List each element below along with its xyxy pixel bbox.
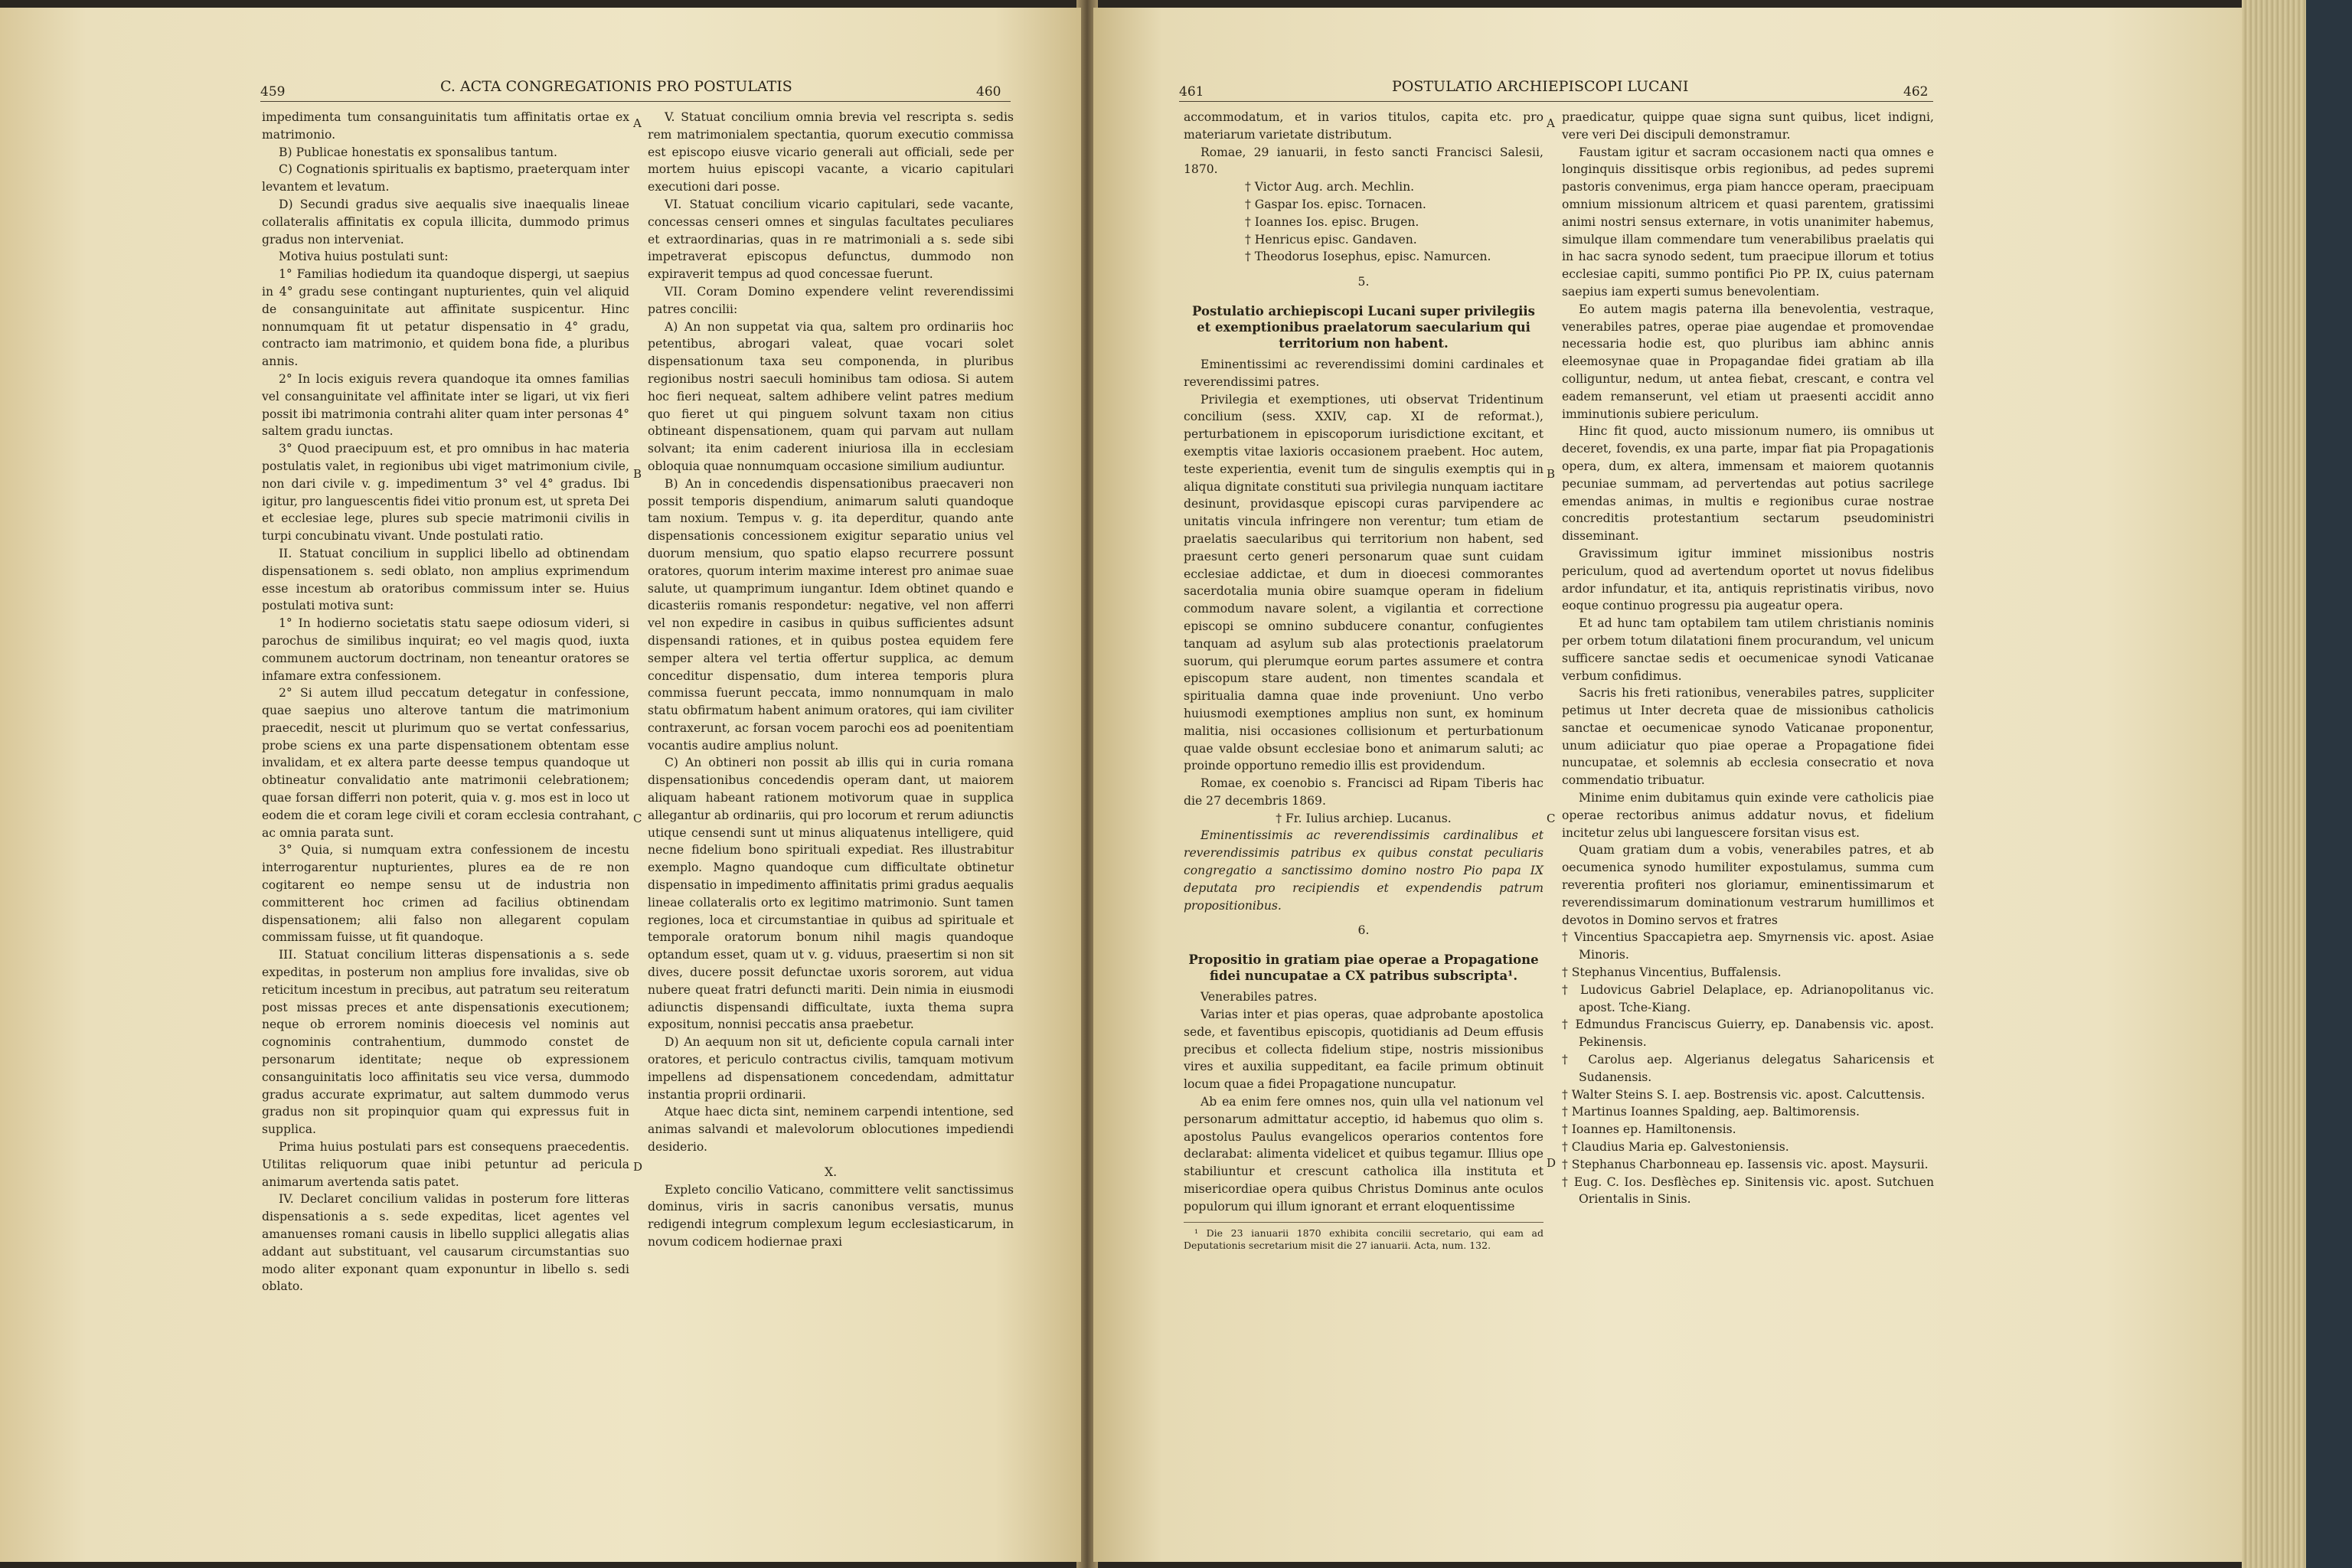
paragraph: Romae, ex coenobio s. Francisci ad Ripam Tiberis hac die 27 decembris 1869. — [1184, 776, 1544, 808]
paragraph: Privilegia et exemptiones, uti observat Tridentinum concilium (sess. XXIV, cap. XI de reformat.), perturbationem in episcoporum iurisdictione excitant, et exemptis vitae laxioris occasionem praebent. Hoc autem, teste experientia, evenit tum de singulis exemptis qui in aliqua dignitate constituti sua privilegia nunquam iactitare desinunt, providasque episcopi curas parvipendere ac unitatis vincula infringere non verentur; tum etiam de praelatis saecularibus qui territorium non habent, sed praesunt certo generi personarum quae sunt cuidam ecclesiae addictae, et dum in dioecesi commorantes sacerdotalia munia obire suamque operam in fidelium commodum navare solent, a vigilantia et correctione episcopi se omnino subducere conantur, confugientes tanquam ad asylum sub alas protectionis praelatorum suorum, qui plerumque eorum partes assumere et contra episcopum stare audent, non timentes scandala et spiritualia damna quae inde proveniunt. Uno verbo huiusmodi exemptiones amplius non sunt, ex hominum malitia, nisi occasiones collisionum et perturbationum quae valde obsunt ecclesiae bono et animarum saluti; ac proinde opportuno remedio illis est providendum. — [1184, 392, 1544, 773]
paragraph: Atque haec dicta sint, neminem carpendi intentione, sed animas salvandi et malevolorum oblocutiones impediendi desiderio. — [648, 1105, 1014, 1155]
paragraph: B) Publicae honestatis ex sponsalibus tantum. — [279, 145, 558, 159]
paragraph: Et ad hunc tam optabilem tam utilem christianis nominis per orbem totum dilatationi finem procurandum, vel unicum sufficere sanctae sedis et oecumenicae synodi Vaticanae verbum confidimus. — [1562, 616, 1934, 683]
text-column-left — [262, 109, 629, 1295]
paragraph: Venerabiles patres. — [1200, 990, 1318, 1004]
header-rule — [260, 101, 1011, 102]
running-title: POSTULATIO ARCHIEPISCOPI LUCANI — [1392, 78, 1689, 95]
section-number: X. — [824, 1165, 838, 1179]
signer: † Ioannes Ios. episc. Brugen. — [1245, 214, 1419, 229]
text-column-right — [648, 109, 1014, 1251]
signer: † Walter Steins S. I. aep. Bostrensis vic. apost. Calcuttensis. — [1562, 1087, 1926, 1102]
section-title: Propositio in gratiam piae operae a Propagatione fidei nuncupatae a CX patribus subscripta¹. — [1188, 952, 1539, 984]
paragraph: 1° Familias hodiedum ita quandoque dispergi, ut saepius in 4° gradu sese contingant nupturientes, quin vel aliquid de consanguinitate aut affinitate suspicentur. Hinc nonnumquam fit ut petatur dispensatio in 4° gradu, contracto iam matrimonio, et quidem bona fide, a pluribus annis. — [262, 267, 629, 369]
paragraph: Gravissimum igitur imminet missionibus nostris periculum, quod ad avertendum oportet ut novus fidelibus ardor infundatur, et ita, antiquis repristinatis viribus, novo eoque continuo progressu pia augeatur opera. — [1562, 546, 1934, 613]
paragraph: 3° Quia, si numquam extra confessionem de incestu interrogarentur nupturientes, plures ea de re non cogitarent eo nempe sensu ut de industria non committerent hoc crimen ad facilius obtinendam dispensationem; alii falso non allegarent copulam commissam fuisse, ut fit quandoque. — [262, 843, 629, 945]
paragraph: 2° Si autem illud peccatum detegatur in confessione, quae saepius uno alterove tantum die matrimonium praecedit, nescit ut plurimum quo se vertat confessarius, probe sciens ex una parte dispensationem obtentam esse invalidam, et ex altera parte deesse tempus quandoque ut obtineatur convalidatio ante matrimonii celebrationem; quae forsan differri non poterit, quia v. g. mos est in loco ut eodem die et coram lege civili et coram ecclesia contrahant, ac omnia parata sunt. — [262, 686, 629, 840]
section-number: 5. — [1357, 275, 1370, 289]
margin-letter: D — [633, 1160, 643, 1174]
background-strip — [2306, 0, 2352, 1568]
paragraph: 3° Quod praecipuum est, et pro omnibus in hac materia postulatis valet, in regionibus ubi viget matrimonium civile, non dari civile v. g. impedimentum 3° vel 4° gradus. Ibi igitur, pro languescentis fidei vitio pronum est, ut spreta Dei et ecclesiae lege, plures sub specie matrimonii civilis in turpi concubinatu vivant. Unde postulati ratio. — [262, 442, 629, 544]
signature: † Fr. Iulius archiep. Lucanus. — [1276, 811, 1452, 825]
paragraph: Romae, 29 ianuarii, in festo sancti Francisci Salesii, 1870. — [1184, 145, 1544, 177]
footnote: ¹ Die 23 ianuarii 1870 exhibita concilii secretario, qui eam ad Deputationis secretarium misit die 27 ianuarii. Acta, num. 132. — [1184, 1222, 1544, 1252]
page-number: 460 — [976, 84, 1001, 100]
section-number: 6. — [1357, 923, 1370, 938]
paragraph: impedimenta tum consanguinitatis tum affinitatis ortae ex matrimonio. — [262, 110, 629, 142]
paragraph: VI. Statuat concilium vicario capitulari, sede vacante, concessas censeri omnes et singulas facultates peculiares et extraordinarias, quas in re matrimoniali a s. sede sibi impetraverat episcopus defunctus, dummodo non expiraverit tempus ad quod concessae fuerunt. — [648, 197, 1014, 282]
signer: † Ioannes ep. Hamiltonensis. — [1562, 1122, 1736, 1137]
section-title: Postulatio archiepiscopi Lucani super privilegiis et exemptionibus praelatorum saecularium qui territorium non habent. — [1192, 303, 1535, 351]
text-column-left — [1184, 109, 1544, 1252]
paragraph: C) Cognationis spiritualis ex baptismo, praeterquam inter levantem et levatum. — [262, 162, 629, 194]
paragraph: Minime enim dubitamus quin exinde vere catholicis piae operae rectoribus animus addatur novus, et fidelium incitetur zelus ubi languescere forsitan visus est. — [1562, 791, 1934, 840]
margin-letter: A — [1547, 116, 1555, 130]
paragraph: Motiva huius postulati sunt: — [279, 250, 449, 264]
paragraph: Sacris his freti rationibus, venerabiles patres, suppliciter petimus ut Inter decreta quae de missionibus catholicis sanctae et oecumenicae synodo Vaticanae proponentur, unum adiiciatur quo piae operae a Propagatione fidei nuncupatae, et solemnis ab ecclesia consecratio et nova commendatio tribuatur. — [1562, 686, 1934, 788]
paragraph: Quam gratiam dum a vobis, venerabiles patres, et ab oecumenica synodo humiliter expostulamus, summa cum reverentia profiteri nos gloriamur, eminentissimarum et reverendissimarum dominationum vestrarum humillimos et devotos in Domino servos et fratres — [1562, 843, 1934, 927]
signer: † Stephanus Vincentius, Buffalensis. — [1562, 965, 1782, 980]
signer: † Stephanus Charbonneau ep. Iassensis vic. apost. Maysurii. — [1562, 1157, 1929, 1171]
signer: † Carolus aep. Algerianus delegatus Saharicensis et Sudanensis. — [1562, 1053, 1934, 1084]
signer: † Ludovicus Gabriel Delaplace, ep. Adrianopolitanus vic. apost. Tche-Kiang. — [1562, 982, 1934, 1014]
right-page — [1093, 8, 2242, 1562]
text-column-right — [1562, 109, 1934, 1208]
signer: † Claudius Maria ep. Galvestoniensis. — [1562, 1140, 1789, 1155]
paragraph: Eminentissimi ac reverendissimi domini cardinales et reverendissimi patres. — [1184, 357, 1544, 389]
margin-letter: A — [633, 116, 642, 130]
page-number: 462 — [1903, 84, 1929, 100]
signer: † Victor Aug. arch. Mechlin. — [1245, 180, 1415, 194]
paragraph: 2° In locis exiguis revera quandoque ita omnes familias vel consanguinitate vel affinitate inter se ligari, ut vix fieri possit ibi matrimonia contrahi aliter quam inter personas 4° saltem gradu iunctas. — [262, 371, 629, 439]
paragraph: praedicatur, quippe quae signa sunt quibus, licet indigni, vere veri Dei discipuli demonstramur. — [1562, 110, 1934, 142]
paragraph: 1° In hodierno societatis statu saepe odiosum videri, si parochus de similibus inquirat; eo vel magis quod, iuxta communem auctorum doctrinam, non teneantur oratores se infamare extra confessionem. — [262, 616, 629, 683]
signer: † Theodorus Iosephus, episc. Namurcen. — [1245, 250, 1491, 264]
page-number: 459 — [260, 84, 286, 100]
paragraph: Faustam igitur et sacram occasionem nacti qua omnes e longinquis dissitisque orbis regionibus, ad pedes supremi pastoris convenimus, erga piam hancce operam, praecipuam omnium missionum altricem et quasi parentem, gratissimi animi nostri sensus externare, in votis unanimiter habemus, simulque illam commendare tum venerabilibus praelatis qui in hac sacra synodo sedent, tum praecipue illorum et totius ecclesiae capiti, summo pontifici Pio PP. IX, cuius paternam saepius iam experti sumus benevolentiam. — [1562, 145, 1934, 299]
header-rule — [1179, 101, 1933, 102]
page-number: 461 — [1179, 84, 1204, 100]
paragraph: IV. Declaret concilium validas in posterum fore litteras dispensationis a s. sede expeditas, licet agentes vel amanuenses romani causis in libello supplici allegatis alias addant aut substituant, vel causarum circumstantias suo modo aliter exponant quam exponuntur in libello s. sedi oblato. — [262, 1192, 629, 1294]
margin-letter: B — [1547, 467, 1556, 481]
margin-letter: C — [633, 812, 642, 825]
signer: † Eug. C. Ios. Desflèches ep. Sinitensis vic. apost. Sutchuen Orientalis in Sinis. — [1562, 1174, 1934, 1207]
paragraph: D) An aequum non sit ut, deficiente copula carnali inter oratores, et periculo contractus civilis, tamquam motivum impellens ad dispensationem concedendam, admittatur instantia proprii ordinarii. — [648, 1035, 1014, 1102]
paragraph: Expleto concilio Vaticano, committere velit sanctissimus dominus, viris in sacris canonibus versatis, munus redigendi integrum complexum legum ecclesiasticarum, in novum codicem hodiernae praxi — [648, 1182, 1014, 1249]
margin-letter: D — [1547, 1156, 1557, 1170]
margin-letter: B — [633, 467, 642, 481]
margin-letter: C — [1547, 812, 1556, 825]
signer: † Henricus episc. Gandaven. — [1245, 232, 1417, 247]
paragraph: A) An non suppetat via qua, saltem pro ordinariis hoc petentibus, abrogari valeat, quae vocari solet dispensationum taxa seu componenda, in pluribus regionibus nostri saeculi hominibus tam odiosa. Si autem hoc fieri nequeat, saltem adhibere velint patres medium quo fieret ut qui pinguem solvunt taxam non citius obtineant dispensationem, quam qui parvam aut nullam solvant; ita enim caderent iniuriosa illa in ecclesiam obloquia quae nonnumquam occasione similium audiuntur. — [648, 319, 1014, 473]
book-page-edges — [2242, 0, 2352, 1568]
paragraph: V. Statuat concilium omnia brevia vel rescripta s. sedis rem matrimonialem spectantia, quorum executio commissa est episcopo eiusve vicario generali aut officiali, sede per mortem huius episcopi vacante, a vicario capitulari executioni dari posse. — [648, 110, 1014, 194]
paragraph: accommodatum, et in varios titulos, capita etc. pro materiarum varietate distributum. — [1184, 110, 1544, 142]
signer: † Gaspar Ios. episc. Tornacen. — [1245, 197, 1426, 211]
signer: † Martinus Ioannes Spalding, aep. Baltimorensis. — [1562, 1105, 1860, 1119]
paragraph: VII. Coram Domino expendere velint reverendissimi patres concilii: — [648, 284, 1014, 316]
signer: † Vincentius Spaccapietra aep. Smyrnensis vic. apost. Asiae Minoris. — [1562, 930, 1934, 962]
signer: † Edmundus Franciscus Guierry, ep. Danabensis vic. apost. Pekinensis. — [1562, 1018, 1934, 1050]
left-page — [0, 8, 1081, 1562]
paragraph: Hinc fit quod, aucto missionum numero, iis omnibus ut deceret, fovendis, ex una parte, impar fiat pia Propagationis opera, dum, ex altera, immensam et maiorem quotannis pecuniae summam, ad pervertendas aut potius sacrilege emendas animas, in multis e regionibus curae nostrae concreditis protestantium sectarum pseudoministri disseminant. — [1562, 424, 1934, 544]
paragraph: Ab ea enim fere omnes nos, quin ulla vel nationum vel personarum admittatur acceptio, id habemus quo olim s. apostolus Paulus evangelicos operarios contentos fore declarabat: alimenta videlicet et quibus tegamur. Illius ope stabiliuntur et crescunt catholica illa instituta et misericordiae opera quibus Christus Dominus ante oculos populorum qui illum ignorant et errant eloquentissime — [1184, 1095, 1544, 1214]
paragraph: D) Secundi gradus sive aequalis sive inaequalis lineae collateralis affinitatis ex copula illicita, dummodo primus gradus non interveniat. — [262, 197, 629, 247]
paragraph: II. Statuat concilium in supplici libello ad obtinendam dispensationem s. sedi oblato, non amplius exprimendum esse incestum ab oratoribus commissum inter se. Huius postulati motiva sunt: — [262, 546, 629, 613]
paragraph: C) An obtineri non possit ab illis qui in curia romana dispensationibus concedendis operam dant, ut maiorem aliquam habeant rationem motivorum quae in supplica allegantur ab ordinariis, qui pro locorum et rerum adiunctis utique censendi sunt ut minus aliquatenus intelligere, quid necne fidelium bono spirituali expediat. Res illustrabitur exemplo. Magno quandoque cum difficultate obtinetur dispensatio in impedimento affinitatis primi gradus aequalis lineae collateralis orto ex legitimo matrimonio. Sunt tamen regiones, loca et circumstantiae in quibus ad spirituale et temporale oratorum bonum nihil magis quandoque optandum esset, quam ut v. g. viduus, praesertim si non sit dives, ducere possit defunctae uxoris sororem, aut vidua nubere queat fratri defuncti mariti. Dein nimia in eiusmodi adiunctis dispensandi difficultate, iuxta thema supra expositum, nonnisi peccatis ansa praebetur. — [648, 756, 1014, 1032]
paragraph: Eo autem magis paterna illa benevolentia, vestraque, venerabiles patres, operae piae augendae et promovendae necessaria hodie est, quo pluribus iam abhinc annis eleemosynae quae in Propagandae fidei gratiam ab illa colliguntur, nedum, ut antea fiebat, crescant, e contra vel eadem remanserunt, vel etiam ut praesenti accidit anno imminutionis subiere periculum. — [1562, 302, 1934, 421]
paragraph: Varias inter et pias operas, quae adprobante apostolica sede, et faventibus episcopis, quotidianis ad Deum effusis precibus et collecta fidelium stipe, nostris missionibus vires et auxilia suppeditant, ea facile primum obtinuit locum quae a fidei Propagatione nuncupatur. — [1184, 1008, 1544, 1092]
signer-list — [1562, 929, 1934, 1208]
paragraph: Prima huius postulati pars est consequens praecedentis. Utilitas reliquorum quae inibi petuntur ad pericula animarum avertenda satis patet. — [262, 1140, 629, 1189]
paragraph: III. Statuat concilium litteras dispensationis a s. sede expeditas, in posterum non amplius fore invalidas, sive ob reticitum incestum in precibus, aut patratum seu reiteratum post missas preces et ante dispensationis executionem; neque ob errorem nominis dioecesis vel nominis aut cognominis contrahentium, dummodo constet de personarum identitate; neque ob expressionem consanguinitatis loco affinitatis seu vice versa, dummodo gradus accurate exprimatur, aut saltem dummodo verus gradus non sit propinquior quam qui expressus fuit in supplica. — [262, 948, 629, 1137]
running-title: C. ACTA CONGREGATIONIS PRO POSTULATIS — [440, 78, 792, 95]
address-note: Eminentissimis ac reverendissimis cardinalibus et reverendissimis patribus ex quibus constat peculiaris congregatio a sanctissimo domino nostro Pio papa IX deputata pro recipiendis et expendendis patrum propositionibus. — [1184, 828, 1544, 913]
paragraph: B) An in concedendis dispensationibus praecaveri non possit temporis dispendium, animarum saluti quandoque tam noxium. Tempus v. g. ita deperditur, quando ante dispensationis concessionem exigitur separatio unius vel duorum mensium, quo spatio elapso recurrere possunt oratores, quorum interim maxime interest pro animae suae salute, ut quamprimum iungantur. Idem obtinet quando e dicasteriis romanis respondetur: negative, vel non afferri vel non expedire in casibus in quibus sufficientes adsunt dispensandi rationes, et in quibus postea equidem fere semper altera vel tertia offertur supplica, ac demum conceditur dispensatio, dum interea temporis plura commissa fuerunt peccata, immo nonnumquam in malo statu obfirmatum habent animum oratores, qui iam civiliter contraxerunt, ac forsan vocem parochi eos ad poenitentiam vocantis audire amplius nolunt. — [648, 476, 1014, 753]
